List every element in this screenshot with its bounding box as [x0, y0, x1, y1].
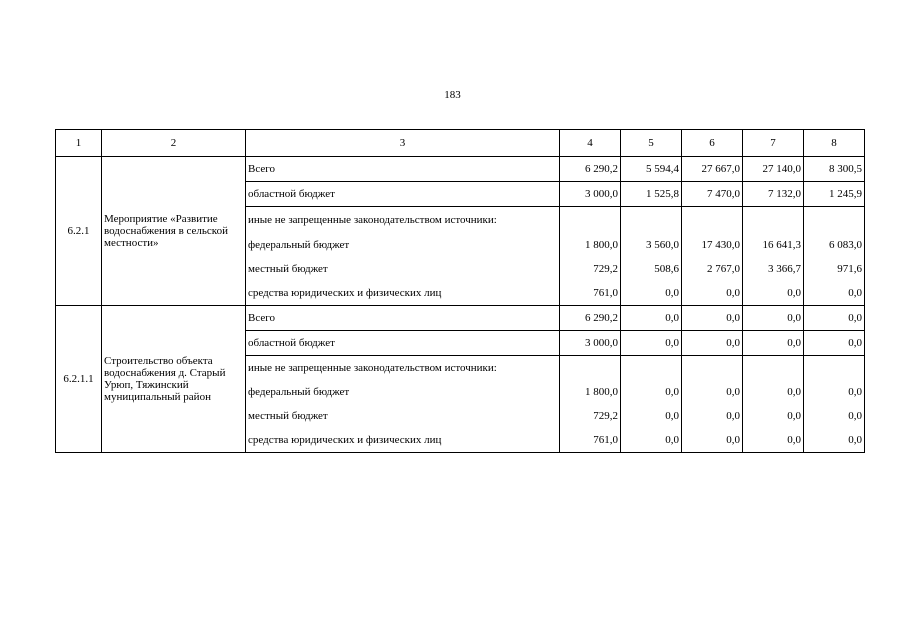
value-cell: 27 667,0: [682, 157, 743, 182]
value-cell: [743, 356, 804, 381]
funding-source: средства юридических и физических лиц: [246, 281, 560, 306]
value-cell: 0,0: [682, 404, 743, 428]
item-name: Мероприятие «Развитие водоснабжения в сельской местности»: [102, 157, 246, 306]
funding-source: Всего: [246, 306, 560, 331]
value-cell: 0,0: [621, 281, 682, 306]
value-cell: 0,0: [743, 428, 804, 453]
value-cell: 729,2: [560, 257, 621, 281]
value-cell: 7 470,0: [682, 182, 743, 207]
value-cell: 0,0: [682, 281, 743, 306]
value-cell: 6 290,2: [560, 306, 621, 331]
item-code: 6.2.1: [56, 157, 102, 306]
value-cell: 0,0: [804, 428, 865, 453]
value-cell: 0,0: [621, 331, 682, 356]
value-cell: 0,0: [743, 404, 804, 428]
value-cell: 0,0: [743, 380, 804, 404]
value-cell: 0,0: [804, 404, 865, 428]
value-cell: 1 525,8: [621, 182, 682, 207]
value-cell: 761,0: [560, 428, 621, 453]
value-cell: [743, 207, 804, 234]
value-cell: [621, 356, 682, 381]
value-cell: [560, 356, 621, 381]
value-cell: 0,0: [804, 306, 865, 331]
column-header: 1: [56, 130, 102, 157]
column-header: 8: [804, 130, 865, 157]
funding-source: иные не запрещенные законодательством источники:: [246, 207, 560, 234]
column-header: 6: [682, 130, 743, 157]
column-header: 4: [560, 130, 621, 157]
value-cell: [560, 207, 621, 234]
value-cell: 0,0: [621, 428, 682, 453]
funding-source: областной бюджет: [246, 331, 560, 356]
column-header: 5: [621, 130, 682, 157]
value-cell: 3 000,0: [560, 182, 621, 207]
value-cell: 508,6: [621, 257, 682, 281]
value-cell: 6 083,0: [804, 233, 865, 257]
table-row: [56, 306, 865, 331]
value-cell: 0,0: [682, 306, 743, 331]
funding-source: иные не запрещенные законодательством источники:: [246, 356, 560, 381]
column-header: 3: [246, 130, 560, 157]
funding-source: местный бюджет: [246, 257, 560, 281]
value-cell: 0,0: [743, 306, 804, 331]
funding-source: федеральный бюджет: [246, 233, 560, 257]
value-cell: 0,0: [804, 331, 865, 356]
value-cell: 0,0: [621, 380, 682, 404]
value-cell: 0,0: [804, 281, 865, 306]
value-cell: 5 594,4: [621, 157, 682, 182]
value-cell: 761,0: [560, 281, 621, 306]
value-cell: 0,0: [743, 281, 804, 306]
value-cell: 7 132,0: [743, 182, 804, 207]
item-name: Строительство объекта водоснабжения д. Старый Урюп, Тяжинский муниципальный район: [102, 306, 246, 453]
funding-source: Всего: [246, 157, 560, 182]
value-cell: 0,0: [682, 331, 743, 356]
value-cell: 3 366,7: [743, 257, 804, 281]
value-cell: 0,0: [682, 380, 743, 404]
header-row: [56, 130, 865, 157]
funding-source: средства юридических и физических лиц: [246, 428, 560, 453]
value-cell: 16 641,3: [743, 233, 804, 257]
value-cell: [804, 207, 865, 234]
value-cell: 0,0: [682, 428, 743, 453]
value-cell: 1 800,0: [560, 233, 621, 257]
column-header: 7: [743, 130, 804, 157]
item-code: 6.2.1.1: [56, 306, 102, 453]
value-cell: 2 767,0: [682, 257, 743, 281]
value-cell: [621, 207, 682, 234]
value-cell: 6 290,2: [560, 157, 621, 182]
value-cell: [804, 356, 865, 381]
value-cell: 1 800,0: [560, 380, 621, 404]
value-cell: 0,0: [743, 331, 804, 356]
funding-source: местный бюджет: [246, 404, 560, 428]
value-cell: 729,2: [560, 404, 621, 428]
value-cell: 0,0: [621, 306, 682, 331]
value-cell: 971,6: [804, 257, 865, 281]
funding-source: областной бюджет: [246, 182, 560, 207]
budget-table: [55, 129, 865, 453]
value-cell: 27 140,0: [743, 157, 804, 182]
funding-source: федеральный бюджет: [246, 380, 560, 404]
page-number: 183: [444, 89, 461, 101]
value-cell: 0,0: [804, 380, 865, 404]
value-cell: 8 300,5: [804, 157, 865, 182]
value-cell: [682, 356, 743, 381]
value-cell: 0,0: [621, 404, 682, 428]
value-cell: 3 000,0: [560, 331, 621, 356]
value-cell: 3 560,0: [621, 233, 682, 257]
value-cell: [682, 207, 743, 234]
column-header: 2: [102, 130, 246, 157]
value-cell: 1 245,9: [804, 182, 865, 207]
value-cell: 17 430,0: [682, 233, 743, 257]
table-row: [56, 157, 865, 182]
